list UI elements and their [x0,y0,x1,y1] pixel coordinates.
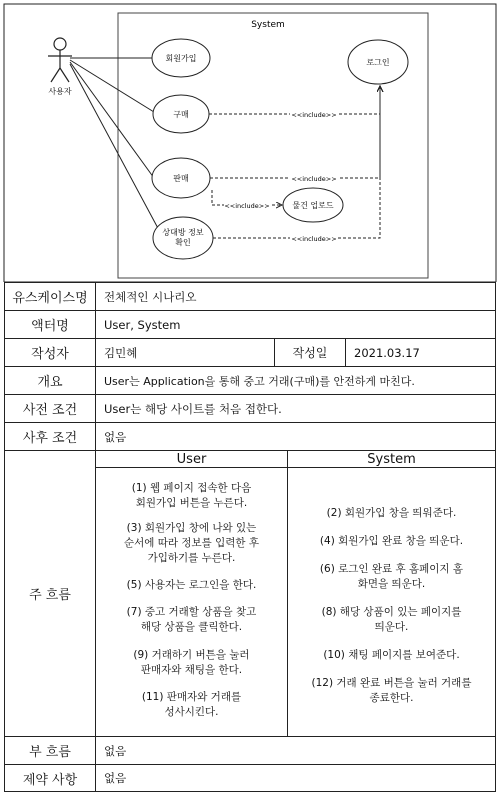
system-step-2: (2) 회원가입 창을 띄워준다. [326,507,457,519]
postcondition-value: 없음 [95,422,496,451]
usecase-name-label: 유스케이스명 [4,282,96,311]
verify-label-line1: 상대방 정보 [162,228,204,237]
sell-label: 판매 [173,174,189,183]
date-label: 작성일 [274,338,346,367]
precondition-label: 사전 조건 [4,394,96,423]
author-value: 김민혜 [95,338,275,367]
user-step-3: (3) 회원가입 창에 나와 있는 순서에 따라 정보를 입력한 후 가입하기를 누른다. [123,522,260,564]
include-label-upload: <<include>> [224,202,270,210]
constraints-value: 없음 [95,764,496,792]
postcondition-label: 사후 조건 [4,422,96,451]
sub-flow-value: 없음 [95,736,496,765]
usecase-table [4,282,496,792]
precondition-value: User는 해당 사이트를 처음 접한다. [95,394,496,423]
system-step-10: (10) 채팅 페이지를 보여준다. [323,649,460,661]
usecase-name-value: 전체적인 시나리오 [95,282,496,311]
upload-label: 물건 업로드 [292,201,334,210]
association-lines [70,58,160,232]
system-step-12: (12) 거래 완료 버튼을 눌러 거래를 종료한다. [311,677,472,704]
system-label: System [251,20,285,30]
system-column-header: System [287,450,496,468]
purchase-label: 구매 [173,110,189,119]
diagram-canvas [0,0,500,282]
sub-flow-label: 부 흐름 [4,736,96,765]
main-flow-label: 주 흐름 [4,450,96,737]
signup-label: 회원가입 [165,54,197,63]
overview-value: User는 Application을 통해 중고 거래(구매)를 안전하게 마친다. [95,366,496,395]
system-step-4: (4) 회원가입 완료 창을 띄운다. [319,535,464,547]
include-label-purchase: <<include>> [291,111,337,119]
overview-label: 개요 [4,366,96,395]
user-step-1: (1) 웹 페이지 접속한 다음 회원가입 버튼을 누른다. [131,482,252,509]
diagram-frame [4,4,496,282]
user-step-9: (9) 거래하기 버튼을 눌러 판매자와 채팅을 한다. [133,649,250,676]
actor-label: 액터명 [4,310,96,339]
include-label-verify: <<include>> [291,235,337,243]
login-label: 로그인 [366,58,390,67]
constraints-label: 제약 사항 [4,764,96,792]
actor-label: 사용자 [48,87,72,96]
system-step-8: (8) 해당 상품이 있는 페이지를 띄운다. [321,606,462,633]
date-value: 2021.03.17 [345,338,496,367]
actor-figure [48,38,72,82]
include-label-sell: <<include>> [291,175,337,183]
user-step-5: (5) 사용자는 로그인을 한다. [126,579,257,591]
author-label: 작성자 [4,338,96,367]
verify-label-line2: 확인 [175,238,191,247]
use-case-diagram [0,0,500,282]
system-step-6: (6) 로그인 완료 후 홈페이지 홈 화면을 띄운다. [319,563,464,590]
user-step-7: (7) 중고 거래할 상품을 찾고 해당 상품을 클릭한다. [126,606,257,633]
user-column-header: User [95,450,288,468]
actor-value: User, System [95,310,496,339]
user-step-11: (11) 판매자와 거래를 성사시킨다. [141,691,242,718]
